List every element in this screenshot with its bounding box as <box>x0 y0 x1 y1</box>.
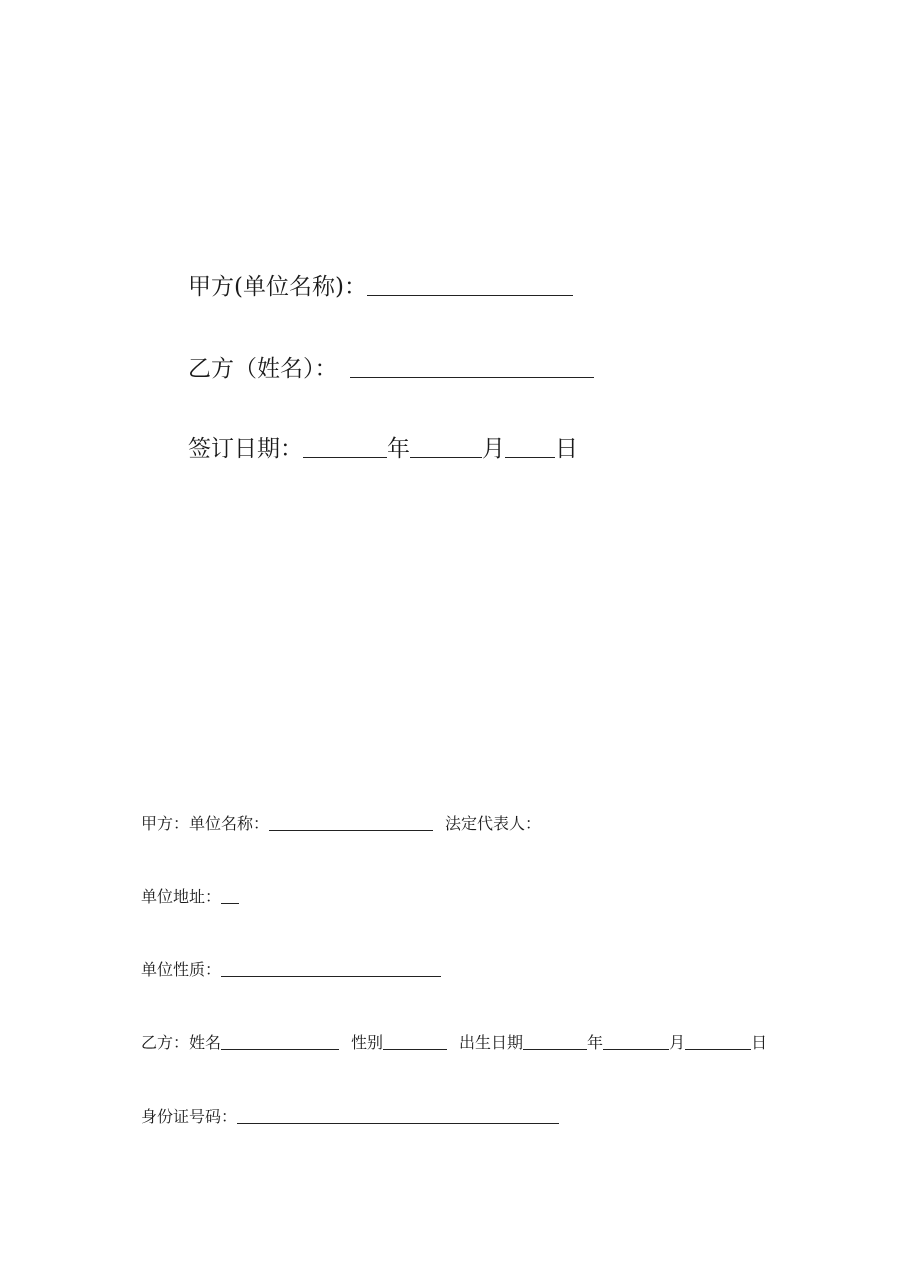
legal-rep-label: 法定代表人： <box>445 814 542 833</box>
cover-year-unit: 年 <box>387 436 410 462</box>
nature-blank[interactable] <box>221 975 441 977</box>
cover-party-b-label: 乙方（姓名）： <box>188 356 338 382</box>
cover-party-a-row <box>188 268 573 301</box>
cover-date-row <box>188 430 578 463</box>
birth-month-blank[interactable] <box>603 1048 669 1050</box>
cover-party-a-blank[interactable] <box>367 294 573 296</box>
cover-month-blank[interactable] <box>410 456 482 458</box>
id-number-row <box>141 1104 559 1127</box>
party-a-name-blank[interactable] <box>269 829 433 831</box>
party-a-row <box>141 811 541 834</box>
party-b-name-blank[interactable] <box>221 1048 339 1050</box>
birth-year-blank[interactable] <box>523 1048 587 1050</box>
cover-party-b-row <box>188 350 594 383</box>
birth-year-unit: 年 <box>587 1033 604 1052</box>
cover-day-unit: 日 <box>555 436 578 462</box>
birth-day-unit: 日 <box>751 1033 768 1052</box>
party-a-label: 甲方：单位名称： <box>141 814 270 833</box>
cover-month-unit: 月 <box>482 436 505 462</box>
address-label: 单位地址： <box>141 887 222 906</box>
birth-label: 出生日期 <box>459 1033 524 1052</box>
nature-label: 单位性质： <box>141 960 222 979</box>
party-b-row <box>141 1030 767 1053</box>
party-b-label: 乙方：姓名 <box>141 1033 222 1052</box>
address-row <box>141 884 239 907</box>
birth-day-blank[interactable] <box>685 1048 751 1050</box>
id-number-label: 身份证号码： <box>141 1107 238 1126</box>
address-blank[interactable] <box>221 902 239 904</box>
cover-day-blank[interactable] <box>505 456 555 458</box>
cover-party-b-blank[interactable] <box>350 376 594 378</box>
birth-month-unit: 月 <box>669 1033 686 1052</box>
gender-label: 性别 <box>351 1033 384 1052</box>
cover-party-a-label: 甲方(单位名称)： <box>188 274 367 300</box>
gender-blank[interactable] <box>383 1048 447 1050</box>
id-number-blank[interactable] <box>237 1122 559 1124</box>
nature-row <box>141 957 441 980</box>
cover-date-label: 签订日期： <box>188 436 303 462</box>
cover-year-blank[interactable] <box>303 456 387 458</box>
